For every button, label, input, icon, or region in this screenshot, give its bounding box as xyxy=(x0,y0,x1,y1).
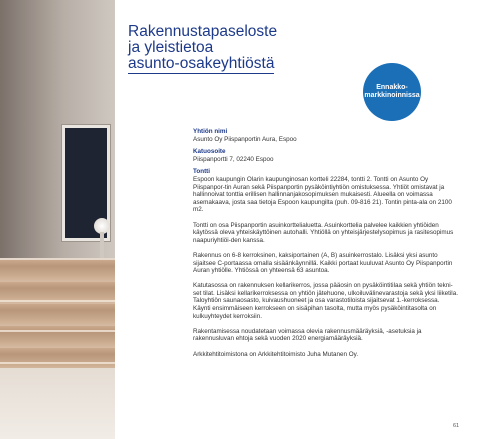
address-block xyxy=(193,148,458,163)
badge-line-2: markkinoinnissa xyxy=(364,92,420,99)
page-title-line-1: Rakennustapaseloste xyxy=(128,23,278,40)
photo-floor xyxy=(0,368,115,439)
pre-marketing-badge xyxy=(363,63,421,121)
company-block xyxy=(193,128,458,143)
street-address-value: Piispanportti 7, 02240 Espoo xyxy=(193,155,274,163)
page-title-line-3: asunto-osakeyhtiöstä xyxy=(128,55,275,72)
building-paragraph: Rakennus on 6-8 kerroksinen, kaksiportainen (A, B) asuinkerrostalo. Lisäksi yksi asunto sijaitsee C-portaassa omalla sisäänkäynnillä. Kaikki portaat kuuluvat Asunto Oy Piispanportin Auran yhtiölle. Yhtiössä on yhteensä 63 asuntoa. xyxy=(193,251,453,275)
badge-line-1: Ennakko- xyxy=(376,83,408,91)
page-title-line-2: ja yleistietoa xyxy=(128,39,214,56)
photo-sideboard-line xyxy=(0,362,115,364)
photo-sideboard-line xyxy=(0,330,115,332)
page-title xyxy=(128,24,328,74)
plot-paragraph: Espoon kaupungin Olarin kaupunginosan kortteli 22284, tontti 2. Tontti on Asunto Oy Piispanpor-tin Auran sekä Piispanportin pysäköintiyhtiön omistuksessa. Yhtiöt omistavat ja hallinnoivat tonttia erillisen hallinnanjakosopimuksen mukaisesti. Alueella on voimassa asemakaava, josta saa tietoja Espoon kaupungilta (puh. 09-816 21). Tontin pinta-ala on 2100 m2. xyxy=(193,175,452,214)
company-name-label: Yhtiön nimi xyxy=(193,128,228,135)
company-name-value: Asunto Oy Piispanportin Aura, Espoo xyxy=(193,135,297,143)
page-number: 61 xyxy=(453,423,460,429)
plot-block xyxy=(193,168,458,358)
plot-paragraph: Tontti on osa Piispanportin asuinkorttelialuetta. Asuinkorttelia palvelee kaikkien yhtiöiden käytössä oleva yhteiskäyttöinen autohalli. Yhtiöllä on yhteisjärjestelysopimus ja rasitesopimus naapuriyhtiöi-den kanssa. xyxy=(193,221,454,244)
photo-sideboard xyxy=(0,258,115,370)
plot-label: Tontti xyxy=(193,168,211,176)
architect-paragraph: Arkkitehtitoimistona on Arkkitehtitoimisto Juha Mutanen Oy. xyxy=(193,350,359,358)
basement-paragraph: Katutasossa on rakennuksen kellarikerros, jossa pääosin on pysäköintitilaa sekä yhtiön tekni-set tilat. Lisäksi kellarikerroksessa on yhtiön jätehuone, ulkoiluvälinevarastoja sekä yksi liiketila. Taloyhtiön saunaosasto, kuivaushuoneet ja osa varastotiloista sijaitsevat 1.-kerroksessa. Käynti ensimmäiseen kerrokseen on sisäpihan tasolta, mutta myös pysäköintitasolta on kulkuyhteydet kerroksiin. xyxy=(193,282,458,320)
regulations-paragraph: Rakentamisessa noudatetaan voimassa olevia rakennusmääräyksiä, -asetuksia ja rakennusluvan ehtoja sekä vuoden 2020 energiamääräyksiä. xyxy=(193,327,422,343)
photo-sideboard-line xyxy=(0,300,115,302)
document-body xyxy=(193,128,458,366)
photo-lamp-stand xyxy=(100,232,104,260)
street-address-label: Katuosoite xyxy=(193,148,226,156)
interior-photo xyxy=(0,0,115,439)
